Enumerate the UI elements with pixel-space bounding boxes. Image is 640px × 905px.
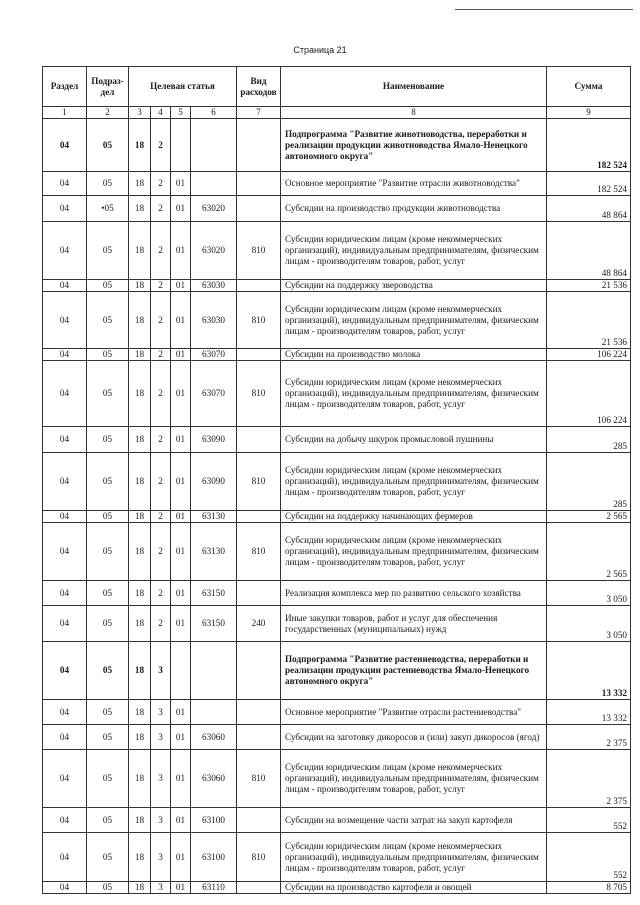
header-celevaya: Целевая статья (129, 67, 237, 107)
cell-cs-d (191, 119, 237, 172)
cell-cs-c: 01 (171, 700, 191, 725)
cell-naimenovanie: Субсидии на поддержку звероводства (281, 280, 547, 292)
cell-naimenovanie: Субсидии юридическим лицам (кроме некоммерческих организаций), индивидуальным предпринимателям, физическим лицам - производителям товаров, работ, услуг (281, 750, 547, 808)
cell-summa: 21 536 (547, 292, 631, 349)
cell-vid (237, 882, 281, 894)
table-row (43, 511, 631, 523)
cell-cs-d: 63150 (191, 606, 237, 642)
cell-cs-d: 63070 (191, 349, 237, 361)
cell-razdel: 04 (43, 642, 87, 700)
cell-cs-c: 01 (171, 222, 191, 280)
cell-podrazdel: 05 (87, 882, 129, 894)
cell-naimenovanie: Субсидии на производство картофеля и овощей (281, 882, 547, 894)
cell-summa: 182 524 (547, 119, 631, 172)
cell-cs-c (171, 642, 191, 700)
cell-podrazdel: 05 (87, 280, 129, 292)
table-row (43, 700, 631, 725)
cell-razdel: 04 (43, 349, 87, 361)
cell-cs-c: 01 (171, 523, 191, 581)
cell-cs-a: 18 (129, 361, 151, 427)
cell-cs-b: 3 (151, 642, 171, 700)
cell-cs-b: 2 (151, 606, 171, 642)
cell-cs-b: 3 (151, 808, 171, 833)
cell-cs-a: 18 (129, 523, 151, 581)
cell-razdel: 04 (43, 222, 87, 280)
cell-podrazdel: 05 (87, 222, 129, 280)
cell-podrazdel: 05 (87, 750, 129, 808)
cell-cs-d: 63090 (191, 453, 237, 511)
cell-cs-c: 01 (171, 750, 191, 808)
cell-razdel: 04 (43, 172, 87, 196)
cell-cs-b: 2 (151, 222, 171, 280)
cell-razdel: 04 (43, 581, 87, 606)
cell-cs-a: 18 (129, 725, 151, 750)
cell-razdel: 04 (43, 750, 87, 808)
header-vid: Вид расходов (237, 67, 281, 107)
col-number: 7 (237, 107, 281, 119)
cell-vid (237, 725, 281, 750)
cell-cs-c: 01 (171, 833, 191, 882)
table-row (43, 292, 631, 349)
cell-vid (237, 119, 281, 172)
header-naim: Наименование (281, 67, 547, 107)
cell-cs-b: 2 (151, 280, 171, 292)
top-rule (455, 9, 633, 10)
cell-vid (237, 700, 281, 725)
cell-cs-d: 63030 (191, 280, 237, 292)
cell-naimenovanie: Субсидии юридическим лицам (кроме некоммерческих организаций), индивидуальным предпринимателям, физическим лицам - производителям товаров, работ, услуг (281, 453, 547, 511)
table-row (43, 119, 631, 172)
cell-cs-a: 18 (129, 349, 151, 361)
cell-cs-b: 3 (151, 750, 171, 808)
cell-naimenovanie: Реализация комплекса мер по развитию сельского хозяйства (281, 581, 547, 606)
cell-vid (237, 808, 281, 833)
cell-cs-d (191, 642, 237, 700)
col-number: 4 (151, 107, 171, 119)
cell-naimenovanie: Субсидии на поддержку начинающих фермеров (281, 511, 547, 523)
cell-vid: 810 (237, 292, 281, 349)
cell-naimenovanie: Субсидии юридическим лицам (кроме некоммерческих организаций), индивидуальным предпринимателям, физическим лицам - производителям товаров, работ, услуг (281, 292, 547, 349)
cell-summa: 3 050 (547, 581, 631, 606)
cell-cs-d: 63060 (191, 750, 237, 808)
column-number-row (43, 107, 631, 119)
header-razdel: Раздел (43, 67, 87, 107)
cell-summa: 13 332 (547, 700, 631, 725)
header-summa: Сумма (547, 67, 631, 107)
cell-podrazdel: 05 (87, 427, 129, 453)
cell-cs-b: 2 (151, 172, 171, 196)
cell-cs-c: 01 (171, 606, 191, 642)
table-row (43, 642, 631, 700)
header-podrazdel: Подраз-дел (87, 67, 129, 107)
table-row (43, 808, 631, 833)
cell-cs-c: 01 (171, 172, 191, 196)
cell-razdel: 04 (43, 427, 87, 453)
cell-naimenovanie: Субсидии на добычу шкурок промысловой пушнины (281, 427, 547, 453)
cell-vid: 810 (237, 222, 281, 280)
cell-cs-c: 01 (171, 453, 191, 511)
cell-podrazdel: 05 (87, 453, 129, 511)
cell-razdel: 04 (43, 725, 87, 750)
page-label: Страница 21 (293, 45, 347, 55)
cell-razdel: 04 (43, 119, 87, 172)
cell-naimenovanie: Субсидии на заготовку дикоросов и (или) закуп дикоросов (ягод) (281, 725, 547, 750)
cell-summa: 21 536 (547, 280, 631, 292)
table-row (43, 523, 631, 581)
cell-cs-b: 2 (151, 523, 171, 581)
cell-podrazdel: 05 (87, 349, 129, 361)
cell-cs-d: 63060 (191, 725, 237, 750)
col-number: 5 (171, 107, 191, 119)
cell-naimenovanie: Подпрограмма "Развитие животноводства, переработки и реализации продукции животноводства Ямало-Ненецкого автономного округа" (281, 119, 547, 172)
cell-summa: 2 375 (547, 750, 631, 808)
cell-vid (237, 196, 281, 222)
cell-razdel: 04 (43, 511, 87, 523)
table-row (43, 196, 631, 222)
cell-summa: 8 705 (547, 882, 631, 894)
cell-cs-c: 01 (171, 581, 191, 606)
cell-summa: 285 (547, 427, 631, 453)
cell-cs-a: 18 (129, 222, 151, 280)
cell-podrazdel: •05 (87, 196, 129, 222)
cell-naimenovanie: Субсидии юридическим лицам (кроме некоммерческих организаций), индивидуальным предпринимателям, физическим лицам - производителям товаров, работ, услуг (281, 361, 547, 427)
cell-naimenovanie: Субсидии на производство молока (281, 349, 547, 361)
budget-table (42, 66, 631, 894)
cell-cs-a: 18 (129, 511, 151, 523)
cell-naimenovanie: Основное мероприятие "Развитие отрасли растениеводства" (281, 700, 547, 725)
cell-cs-d: 63130 (191, 523, 237, 581)
cell-razdel: 04 (43, 700, 87, 725)
cell-cs-a: 18 (129, 172, 151, 196)
cell-podrazdel: 05 (87, 292, 129, 349)
cell-naimenovanie: Субсидии на производство продукции животноводства (281, 196, 547, 222)
table-row (43, 725, 631, 750)
cell-podrazdel: 05 (87, 581, 129, 606)
cell-vid (237, 280, 281, 292)
cell-razdel: 04 (43, 196, 87, 222)
col-number: 2 (87, 107, 129, 119)
cell-summa: 13 332 (547, 642, 631, 700)
table-row (43, 172, 631, 196)
cell-cs-c: 01 (171, 280, 191, 292)
cell-cs-d: 63150 (191, 581, 237, 606)
table-row (43, 453, 631, 511)
cell-summa: 2 375 (547, 725, 631, 750)
cell-cs-a: 18 (129, 280, 151, 292)
cell-cs-a: 18 (129, 833, 151, 882)
cell-cs-b: 2 (151, 349, 171, 361)
cell-summa: 48 864 (547, 222, 631, 280)
cell-cs-d: 63020 (191, 222, 237, 280)
cell-cs-d: 63100 (191, 833, 237, 882)
cell-cs-d: 63070 (191, 361, 237, 427)
cell-cs-c: 01 (171, 349, 191, 361)
cell-cs-c: 01 (171, 511, 191, 523)
col-number: 9 (547, 107, 631, 119)
table-row (43, 280, 631, 292)
cell-cs-b: 2 (151, 196, 171, 222)
cell-summa: 2 565 (547, 523, 631, 581)
cell-cs-d (191, 172, 237, 196)
cell-cs-b: 2 (151, 119, 171, 172)
cell-naimenovanie: Субсидии юридическим лицам (кроме некоммерческих организаций), индивидуальным предпринимателям, физическим лицам - производителям товаров, работ, услуг (281, 523, 547, 581)
cell-cs-a: 18 (129, 882, 151, 894)
table-row (43, 361, 631, 427)
cell-vid: 810 (237, 361, 281, 427)
cell-cs-a: 18 (129, 427, 151, 453)
cell-cs-d: 63100 (191, 808, 237, 833)
cell-cs-a: 18 (129, 292, 151, 349)
cell-vid (237, 427, 281, 453)
col-number: 1 (43, 107, 87, 119)
cell-cs-b: 3 (151, 833, 171, 882)
cell-summa: 285 (547, 453, 631, 511)
cell-cs-a: 18 (129, 808, 151, 833)
cell-cs-c: 01 (171, 196, 191, 222)
cell-cs-b: 3 (151, 882, 171, 894)
cell-cs-a: 18 (129, 196, 151, 222)
cell-summa: 48 864 (547, 196, 631, 222)
table-row (43, 882, 631, 894)
cell-razdel: 04 (43, 882, 87, 894)
cell-cs-b: 2 (151, 511, 171, 523)
cell-razdel: 04 (43, 606, 87, 642)
cell-cs-d (191, 700, 237, 725)
cell-podrazdel: 05 (87, 511, 129, 523)
cell-summa: 3 050 (547, 606, 631, 642)
cell-vid: 810 (237, 523, 281, 581)
cell-cs-a: 18 (129, 750, 151, 808)
cell-vid: 240 (237, 606, 281, 642)
cell-cs-b: 2 (151, 427, 171, 453)
cell-cs-d: 63090 (191, 427, 237, 453)
cell-cs-b: 3 (151, 700, 171, 725)
cell-summa: 552 (547, 808, 631, 833)
cell-cs-b: 2 (151, 292, 171, 349)
cell-podrazdel: 05 (87, 172, 129, 196)
table-row (43, 581, 631, 606)
cell-cs-a: 18 (129, 700, 151, 725)
cell-cs-c: 01 (171, 361, 191, 427)
table-row (43, 222, 631, 280)
cell-razdel: 04 (43, 808, 87, 833)
cell-cs-a: 18 (129, 581, 151, 606)
table-row (43, 427, 631, 453)
cell-cs-c (171, 119, 191, 172)
cell-naimenovanie: Иные закупки товаров, работ и услуг для обеспечения государственных (муниципальных) нужд (281, 606, 547, 642)
table-row (43, 833, 631, 882)
col-number: 6 (191, 107, 237, 119)
cell-cs-c: 01 (171, 427, 191, 453)
cell-razdel: 04 (43, 361, 87, 427)
cell-vid (237, 511, 281, 523)
cell-cs-a: 18 (129, 606, 151, 642)
cell-cs-c: 01 (171, 808, 191, 833)
cell-cs-a: 18 (129, 642, 151, 700)
cell-summa: 552 (547, 833, 631, 882)
cell-cs-d: 63030 (191, 292, 237, 349)
cell-podrazdel: 05 (87, 833, 129, 882)
cell-podrazdel: 05 (87, 808, 129, 833)
cell-razdel: 04 (43, 453, 87, 511)
cell-cs-d: 63110 (191, 882, 237, 894)
cell-summa: 106 224 (547, 349, 631, 361)
cell-cs-b: 3 (151, 725, 171, 750)
cell-podrazdel: 05 (87, 700, 129, 725)
cell-cs-d: 63020 (191, 196, 237, 222)
cell-naimenovanie: Подпрограмма "Развитие растениеводства, переработки и реализации продукции растениеводства Ямало-Ненецкого автономного округа" (281, 642, 547, 700)
cell-cs-c: 01 (171, 882, 191, 894)
cell-cs-b: 2 (151, 361, 171, 427)
cell-podrazdel: 05 (87, 523, 129, 581)
cell-naimenovanie: Субсидии на возмещение части затрат на закуп картофеля (281, 808, 547, 833)
cell-vid (237, 581, 281, 606)
cell-cs-d: 63130 (191, 511, 237, 523)
cell-vid (237, 642, 281, 700)
table-row (43, 349, 631, 361)
cell-summa: 182 524 (547, 172, 631, 196)
cell-razdel: 04 (43, 833, 87, 882)
cell-cs-a: 18 (129, 453, 151, 511)
cell-vid (237, 172, 281, 196)
cell-naimenovanie: Субсидии юридическим лицам (кроме некоммерческих организаций), индивидуальным предпринимателям, физическим лицам - производителям товаров, работ, услуг (281, 833, 547, 882)
table-row (43, 750, 631, 808)
cell-podrazdel: 05 (87, 606, 129, 642)
cell-cs-b: 2 (151, 453, 171, 511)
cell-podrazdel: 05 (87, 642, 129, 700)
cell-cs-b: 2 (151, 581, 171, 606)
cell-summa: 2 565 (547, 511, 631, 523)
cell-vid: 810 (237, 453, 281, 511)
col-number: 8 (281, 107, 547, 119)
table-row (43, 606, 631, 642)
cell-podrazdel: 05 (87, 361, 129, 427)
cell-razdel: 04 (43, 280, 87, 292)
cell-razdel: 04 (43, 292, 87, 349)
cell-cs-c: 01 (171, 725, 191, 750)
cell-vid: 810 (237, 750, 281, 808)
cell-razdel: 04 (43, 523, 87, 581)
cell-podrazdel: 05 (87, 725, 129, 750)
cell-vid (237, 349, 281, 361)
cell-podrazdel: 05 (87, 119, 129, 172)
cell-cs-a: 18 (129, 119, 151, 172)
cell-summa: 106 224 (547, 361, 631, 427)
cell-naimenovanie: Субсидии юридическим лицам (кроме некоммерческих организаций), индивидуальным предпринимателям, физическим лицам - производителям товаров, работ, услуг (281, 222, 547, 280)
cell-vid: 810 (237, 833, 281, 882)
cell-cs-c: 01 (171, 292, 191, 349)
cell-naimenovanie: Основное мероприятие "Развитие отрасли животноводства" (281, 172, 547, 196)
col-number: 3 (129, 107, 151, 119)
header-row (43, 67, 631, 107)
